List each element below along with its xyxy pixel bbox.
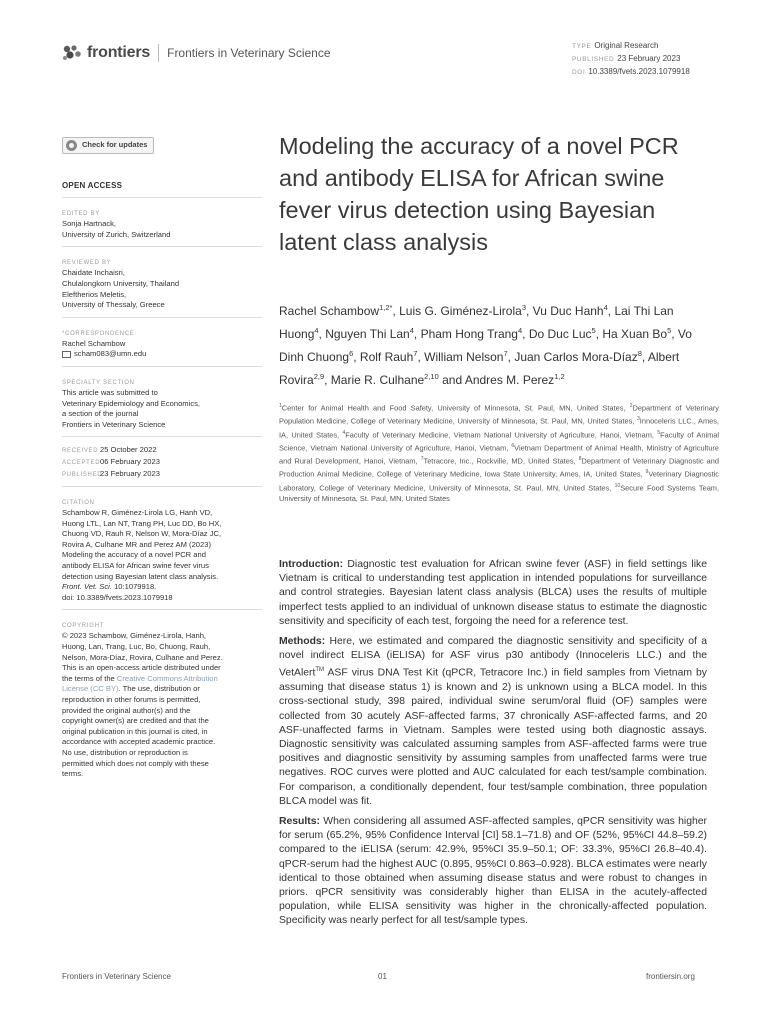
copyright-line: reproduction in other forums is permitted,	[62, 695, 201, 704]
citation-line: Schambow R, Giménez-Lirola LG, Hanh VD,	[62, 508, 213, 518]
citation-line: Rovira A, Culhane MR and Perez AM (2023)	[62, 539, 211, 549]
footer-journal: Frontiers in Veterinary Science	[62, 972, 171, 981]
divider	[62, 609, 262, 610]
received-label: RECEIVED	[62, 448, 99, 455]
author-name: Rolf Rauh	[359, 350, 414, 364]
citation-label: CITATION	[62, 500, 95, 507]
author-name: Vo Dinh Chuong	[279, 327, 692, 364]
copyright-line: provided the original author(s) and the	[62, 705, 191, 715]
introduction-label: Introduction:	[279, 559, 344, 570]
affiliation-text: Faculty of Animal Science, Vietnam National University of Agriculture, Hanoi, Vietnam,	[279, 430, 719, 453]
author[interactable]	[514, 350, 642, 364]
affiliation-number: 9	[645, 469, 649, 476]
copyright-line: permitted which does not comply with these	[62, 758, 209, 768]
author-name: Albert Rovira	[279, 350, 680, 387]
affiliation-text: Faculty of Veterinary Medicine, Vietnam National University of Agriculture, Hanoi, Vietnam,	[345, 430, 658, 439]
published-label: PUBLISHED	[572, 56, 615, 63]
correspondence-email[interactable]: scham083@umn.edu	[74, 349, 147, 359]
author-name: Vu Duc Hanh	[532, 304, 604, 318]
affiliation-number: 4	[342, 429, 346, 436]
author[interactable]	[533, 304, 608, 318]
affiliation-number: 1	[279, 403, 282, 409]
logo-divider	[158, 44, 159, 62]
specialty-section	[62, 388, 262, 430]
published-date: 23 February 2023	[100, 468, 160, 478]
author-name: Andres M. Perez	[464, 373, 555, 387]
footer-site-link[interactable]: frontiersin.org	[646, 972, 695, 981]
reviewer-line: University of Thessaly, Greece	[62, 300, 165, 310]
author-affiliation-marker: 7	[413, 349, 418, 358]
citation-line: Huong LTL, Lan NT, Trang PH, Luc DD, Bo HX,	[62, 518, 222, 528]
citation-line: antibody ELISA for African swine fever virus	[62, 561, 209, 571]
author-list: Rachel Schambow$^{1,2*}$, Luis G. Giménez-Lirola$^3$, Vu Duc Hanh$^4$, Lai Thi Lan Huong$^4$, Nguyen Thi Lan$^4$, Pham Hong Trang$^4$, Do Duc Luc$^5$, Ha Xuan Bo$^5$, Vo Dinh Chuong$^6$, Rolf Rauh$^7$, William Nelson$^7$, Juan Carlos Mora-Díaz$^8$, Albert Rovira$^{2,9}$, Marie R. Culhane$^{2,10}$ and Andres M. Perez$^{1,2}$	[279, 303, 692, 387]
author-affiliation-marker: 8	[637, 349, 642, 358]
divider	[62, 317, 262, 318]
results-text: When considering all assumed ASF-affected samples, qPCR sensitivity was higher for serum (65.2%, 95% Confidence Interval [CI] 58.1–71.8) and OF (52%, 95%CI 44.8–59.2) compared to the iELISA (serum: 42.9%, 95%CI 35.9–50.1; OF: 33.3%, 95%CI 26.8–40.4). qPCR-serum had the highest AUC (0.895, 95%CI 0.863–0.928). BLCA estimates were nearly identical to those obtained when assuming disease status and were robust to changes in priors. qPCR sensitivity was considerably higher than ELISA in the acutely-affected population, while ELISA sensitivity was higher in the chronically-affected population. Specificity was nearly perfect for all test/sample types.	[279, 815, 707, 927]
reviewer-line: Chaidate Inchaisri,	[62, 268, 125, 278]
received-date: 25 October 2022	[100, 445, 157, 455]
copyright-line: . The use, distribution or	[118, 684, 200, 694]
author-name: William Nelson	[424, 350, 504, 364]
author-name: Ha Xuan Bo	[602, 327, 668, 341]
author[interactable]	[399, 304, 526, 318]
author[interactable]	[465, 373, 565, 387]
author[interactable]	[325, 327, 414, 341]
copyright-line: Nelson, Mora-Díaz, Rovira, Culhane and Perez.	[62, 652, 223, 662]
affiliation-text: Secure Food Systems Team, University of Minnesota, St. Paul, MN, United States	[279, 483, 720, 503]
citation-line: detection using Bayesian latent class analysis.	[62, 571, 219, 581]
citation-doi[interactable]: doi: 10.3389/fvets.2023.1079918	[62, 592, 173, 602]
affiliation-number: 6	[511, 442, 515, 449]
affiliation-number: 10	[614, 482, 621, 489]
affiliations	[279, 401, 719, 505]
abstract-methods	[279, 635, 707, 809]
check-updates-label: Check for updates	[82, 140, 148, 150]
update-icon	[66, 140, 77, 151]
accepted-date: 06 February 2023	[100, 456, 160, 466]
citation-line: Modeling the accuracy of a novel PCR and	[62, 550, 206, 560]
affiliation-text: Department of Veterinary Diagnostic and Production Animal Medicine, College of Veterinary Medicine, Iowa State University, Ames, IA, United States,	[279, 456, 720, 479]
specialty-line: a section of the journal	[62, 409, 139, 419]
citation-journal: Front. Vet. Sci.	[62, 582, 112, 592]
author[interactable]	[279, 304, 392, 318]
divider	[62, 486, 262, 487]
affiliation-number: 2	[629, 403, 633, 409]
affiliation-text: Center for Animal Health and Food Safety, University of Minnesota, St. Paul, MN, United States,	[281, 403, 630, 413]
author-affiliation-marker: 1,2	[554, 372, 565, 381]
copyright	[62, 631, 262, 779]
editor-line: University of Zurich, Switzerland	[62, 229, 171, 239]
editor-line: Sonja Hartnack,	[62, 219, 117, 229]
author-affiliation-marker: 2,9	[313, 372, 325, 381]
author[interactable]	[529, 327, 596, 341]
author-affiliation-marker: 6	[349, 349, 354, 358]
accepted-label: ACCEPTED	[62, 459, 101, 466]
author-name: Marie R. Culhane	[330, 373, 425, 387]
author-affiliation-marker: 5	[667, 326, 672, 335]
affiliation-text: Tetracore, Inc., Rockville, MD, United States,	[423, 456, 579, 466]
affiliation-number: 5	[657, 429, 661, 436]
logo-wordmark: frontiers	[87, 44, 151, 61]
edited-by-label: EDITED BY	[62, 211, 100, 218]
citation-line: Chuong VD, Rauh R, Nelson W, Mora-Díaz JC,	[62, 529, 222, 539]
copyright-line: copyright owner(s) are credited and that the	[62, 716, 209, 726]
divider	[62, 197, 262, 198]
affiliation-number: 8	[578, 456, 582, 463]
introduction-text: Diagnostic test evaluation for African swine fever (ASF) in field settings like Vietnam is critical to understanding test application in intended populations for surveillance and control strategies. Bayesian latent class analysis (BLCA) uses the results of multiple imperfect tests applied to an individual of unknown disease status to estimate the diagnostic sensitivity and specificity of each test, forgoing the need for a reference test.	[279, 559, 707, 627]
doi-value[interactable]: 10.3389/fvets.2023.1079918	[588, 67, 690, 76]
author[interactable]	[331, 373, 439, 387]
correspondence	[62, 339, 262, 360]
methods-label: Methods:	[279, 636, 326, 648]
divider	[62, 246, 262, 247]
article-title: Modeling the accuracy of a novel PCR and antibody ELISA for African swine fever virus detection using Bayesian latent class analysis	[279, 133, 679, 255]
published-label: PUBLISHED	[62, 471, 103, 478]
author-affiliation-marker: 2,10	[424, 372, 439, 381]
author[interactable]	[424, 350, 508, 364]
author-name: Lai Thi Lan Huong	[279, 304, 674, 341]
methods-text: Here, we estimated and compared the diagnostic sensitivity and specificity of a novel indirect ELISA (iELISA) for ASF virus p30 antibody (Innoceleris LLC.) and the VetAlert	[279, 636, 707, 679]
abstract-results	[279, 815, 707, 929]
abstract	[279, 558, 707, 935]
affiliation-text: Department of Veterinary Population Medicine, College of Veterinary Medicine, University of Minnesota, St. Paul, MN, United States,	[279, 403, 719, 426]
author-name: Nguyen Thi Lan	[325, 327, 410, 341]
dates	[62, 445, 262, 480]
author-affiliation-marker: 5	[591, 326, 596, 335]
specialty-line: Veterinary Epidemiology and Economics,	[62, 398, 201, 408]
cc-license-link[interactable]: Creative Commons Attribution	[116, 673, 218, 683]
specialty-line: Frontiers in Veterinary Science	[62, 419, 166, 429]
author[interactable]	[360, 350, 418, 364]
affiliation-number: 7	[420, 456, 424, 463]
cc-by-link[interactable]: License (CC BY)	[62, 684, 119, 694]
check-for-updates-button[interactable]	[62, 137, 154, 154]
affiliation-text: Innoceleris LLC., Ames, IA, United States,	[279, 416, 719, 439]
author[interactable]	[421, 327, 523, 341]
reviewed-by	[62, 268, 262, 310]
affiliation-number: 3	[637, 416, 640, 423]
edited-by	[62, 219, 262, 240]
copyright-line: © 2023 Schambow, Giménez-Lirola, Hanh,	[62, 631, 207, 641]
author-name: Do Duc Luc	[528, 327, 592, 341]
abstract-introduction	[279, 558, 707, 629]
published-value: 23 February 2023	[617, 54, 681, 63]
methods-text: ASF virus DNA Test Kit (qPCR, Tetracore Inc.) in field samples from Vietnam by assuming that disease status 1) is known and 2) is unknown using a BLCA model. In this cross-sectional study, 398 paired, individual swine serum/oral fluid (OF) samples were collected from 30 acutely ASF-affected farms, 37 chronically ASF-affected farms, and 20 ASF-unaffected farms in Vietnam. Samples were tested using both diagnostic assays. Diagnostic sensitivity was calculated assuming samples from ASF-affected farms were true positives and diagnostic sensitivity by assuming samples from unaffected farms were true negatives. ROC curves were plotted and AUC calculated for each test/sample combination. For comparison, a conditionally dependent, four test/sample combination, three population BLCA model was fit.	[279, 667, 707, 807]
copyright-line: accordance with accepted academic practice.	[62, 737, 216, 747]
author-affiliation-marker: 4	[409, 326, 414, 335]
copyright-line: Huong, Lan, Trang, Luc, Bo, Chuong, Rauh,	[62, 642, 211, 652]
citation	[62, 508, 262, 603]
correspondence-label: *CORRESPONDENCE	[62, 330, 135, 337]
reviewer-line: Eleftherios Meletis,	[62, 289, 127, 299]
copyright-line: original publication in this journal is cited, in	[62, 726, 208, 736]
author-affiliation-marker: 3	[521, 303, 526, 312]
copyright-label: COPYRIGHT	[62, 623, 104, 630]
article-meta	[572, 40, 690, 79]
author-affiliation-marker: 1,2*	[379, 303, 393, 312]
reviewed-by-label: REVIEWED BY	[62, 260, 112, 267]
journal-name: Frontiers in Veterinary Science	[167, 46, 331, 60]
correspondence-name: Rachel Schambow	[62, 338, 126, 348]
copyright-line: This is an open-access article distributed under	[62, 663, 221, 673]
copyright-line: the terms of the	[62, 673, 117, 683]
sidebar	[62, 137, 262, 780]
frontiers-logo[interactable]	[62, 44, 331, 62]
open-access-heading: OPEN ACCESS	[62, 180, 123, 190]
citation-volume: 10:1079918.	[111, 582, 157, 592]
specialty-label: SPECIALTY SECTION	[62, 379, 135, 386]
author-name: Luis G. Giménez-Lirola	[399, 304, 522, 318]
specialty-line: This article was submitted to	[62, 387, 158, 397]
copyright-line: terms.	[62, 769, 84, 779]
author-affiliation-marker: 4	[314, 326, 319, 335]
author-name: Rachel Schambow	[279, 304, 380, 318]
author-affiliation-marker: 7	[503, 349, 508, 358]
results-label: Results:	[279, 815, 320, 827]
copyright-line: No use, distribution or reproduction is	[62, 747, 188, 757]
author[interactable]	[602, 327, 671, 341]
divider	[62, 366, 262, 367]
trademark-mark: TM	[315, 667, 325, 674]
frontiers-logo-icon	[62, 44, 84, 62]
affiliation-text: Veterinary Diagnostic Laboratory, College of Veterinary Medicine, University of Minnesota, St. Paul, MN, United States,	[279, 469, 720, 493]
doi-label: DOI	[572, 69, 586, 76]
email-icon	[62, 351, 71, 358]
author-affiliation-marker: 4	[517, 326, 523, 335]
page-number: 01	[378, 972, 387, 981]
type-label: TYPE	[572, 43, 592, 50]
type-value: Original Research	[594, 41, 659, 50]
divider	[62, 436, 262, 437]
author-name: Pham Hong Trang	[420, 327, 518, 341]
author-name: Juan Carlos Mora-Díaz	[514, 350, 638, 364]
affiliation-text: Vietnam Department of Animal Health, Ministry of Agriculture and Rural Development, Hanoi, Vietnam,	[279, 443, 720, 466]
reviewer-line: Chulalongkorn University, Thailand	[62, 278, 180, 288]
author-affiliation-marker: 4	[603, 303, 608, 312]
